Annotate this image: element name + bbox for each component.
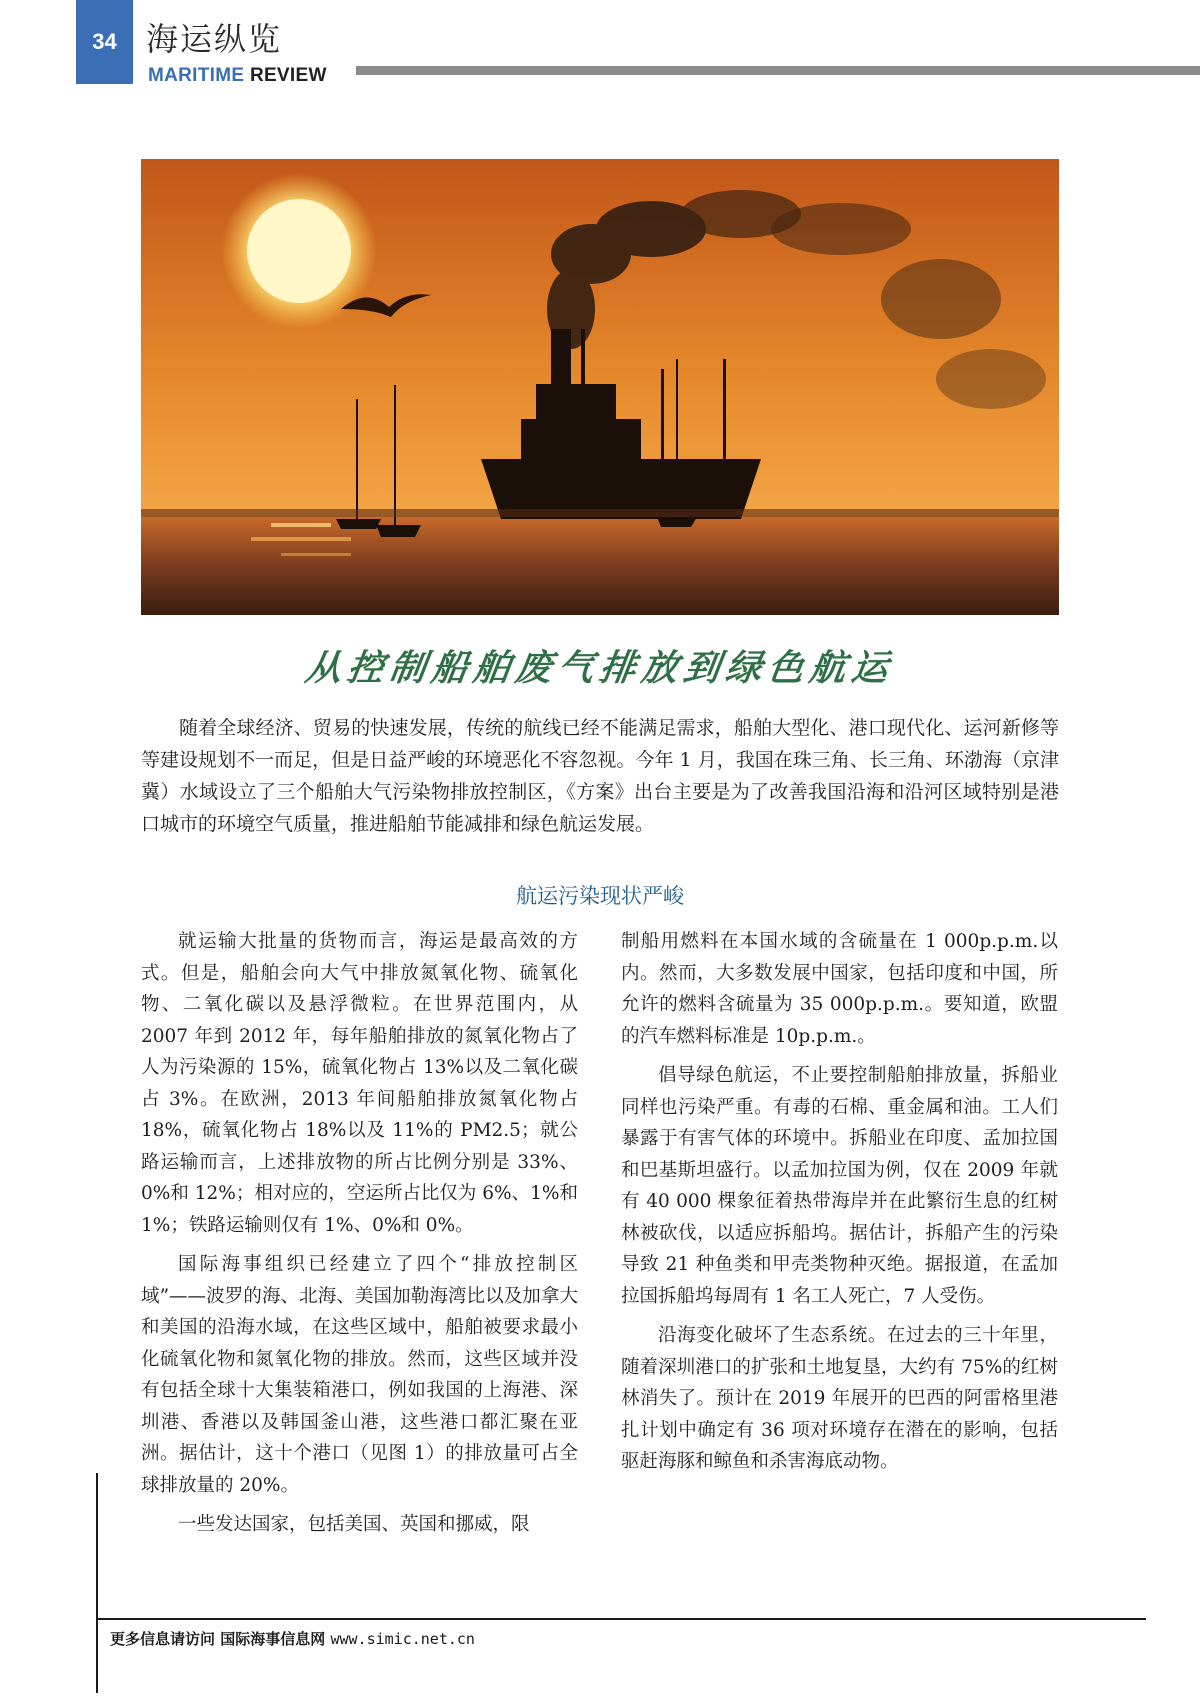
header-rule	[356, 66, 1200, 75]
footer-label: 更多信息请访问 国际海事信息网	[110, 1630, 326, 1648]
left-column	[141, 926, 578, 1549]
magazine-title: 海运纵览	[146, 20, 283, 58]
body-paragraph: 一些发达国家，包括美国、英国和挪威，限	[178, 1514, 530, 1535]
body-paragraph: 就运输大批量的货物而言，海运是最高效的方式。但是，船舶会向大气中排放氮氧化物、硫氧化物、二氧化碳以及悬浮微粒。在世界范围内，从 2007 年到 2012 年，每年船舶排放的氮氧化物占了人为污染源的 15%，硫氧化物占 13%以及二氧化碳占 3%。在欧洲，2013 年间船舶排放氮氧化物占 18%，硫氧化物占 18%以及 11%的 PM2.5；就公路运输而言，上述排放物的所占比例分别是 33%、0%和 12%；相对应的，空运所占比仅为 6%、1%和 1%；铁路运输则仅有 1%、0%和 0%。	[141, 931, 578, 1236]
body-paragraph: 沿海变化破坏了生态系统。在过去的三十年里，随着深圳港口的扩张和土地复垦，大约有 75%的红树林消失了。预计在 2019 年展开的巴西的阿雷格里港扎计划中确定有 36 项对环境存在潜在的影响，包括驱赶海豚和鲸鱼和杀害海底动物。	[621, 1325, 1058, 1472]
footer-url-link[interactable]: www.simic.net.cn	[330, 1630, 475, 1648]
hero-image-sunset-ship	[141, 159, 1059, 615]
page-number: 34	[76, 0, 133, 84]
body-paragraph: 国际海事组织已经建立了四个“排放控制区域”——波罗的海、北海、美国加勒海湾比以及加拿大和美国的沿海水域，在这些区域中，船舶被要求最小化硫氧化物和氮氧化物的排放。然而，这些区域并没有包括全球十大集装箱港口，例如我国的上海港、深圳港、香港以及韩国釜山港，这些港口都汇聚在亚洲。据估计，这十个港口（见图 1）的排放量可占全球排放量的 20%。	[141, 1254, 578, 1496]
footer	[110, 1628, 475, 1649]
subtitle-maritime: MARITIME	[148, 65, 245, 86]
footer-rule	[96, 1618, 1146, 1620]
magazine-subtitle	[148, 65, 327, 87]
margin-rule	[96, 1473, 98, 1693]
body-paragraph-continuation: 制船用燃料在本国水域的含硫量在 1 000p.p.m.以内。然而，大多数发展中国家，包括印度和中国，所允许的燃料含硫量为 35 000p.p.m.。要知道，欧盟的汽车燃料标准是 10p.p.m.。	[621, 931, 1058, 1047]
body-paragraph: 倡导绿色航运，不止要控制船舶排放量，拆船业同样也污染严重。有毒的石棉、重金属和油。工人们暴露于有害气体的环境中。拆船业在印度、孟加拉国和巴基斯坦盛行。以孟加拉国为例，仅在 2009 年就有 40 000 棵象征着热带海岸并在此繁衍生息的红树林被砍伐，以适应拆船坞。据估计，拆船产生的污染导致 21 种鱼类和甲壳类物种灭绝。据报道，在孟加拉国拆船坞每周有 1 名工人死亡，7 人受伤。	[621, 1065, 1058, 1307]
right-column	[621, 926, 1058, 1486]
article-title: 从控制船舶废气排放到绿色航运	[302, 647, 897, 689]
lead-paragraph: 随着全球经济、贸易的快速发展，传统的航线已经不能满足需求，船舶大型化、港口现代化、运河新修等等建设规划不一而足，但是日益严峻的环境恶化不容忽视。今年 1 月，我国在珠三角、长三角、环渤海（京津冀）水域设立了三个船舶大气污染物排放控制区，《方案》出台主要是为了改善我国沿海和沿河区域特别是港口城市的环境空气质量，推进船舶节能减排和绿色航运发展。	[141, 717, 1059, 835]
section-heading: 航运污染现状严峻	[516, 884, 684, 908]
subtitle-review: REVIEW	[249, 65, 327, 86]
hero-illustration	[141, 159, 1059, 615]
